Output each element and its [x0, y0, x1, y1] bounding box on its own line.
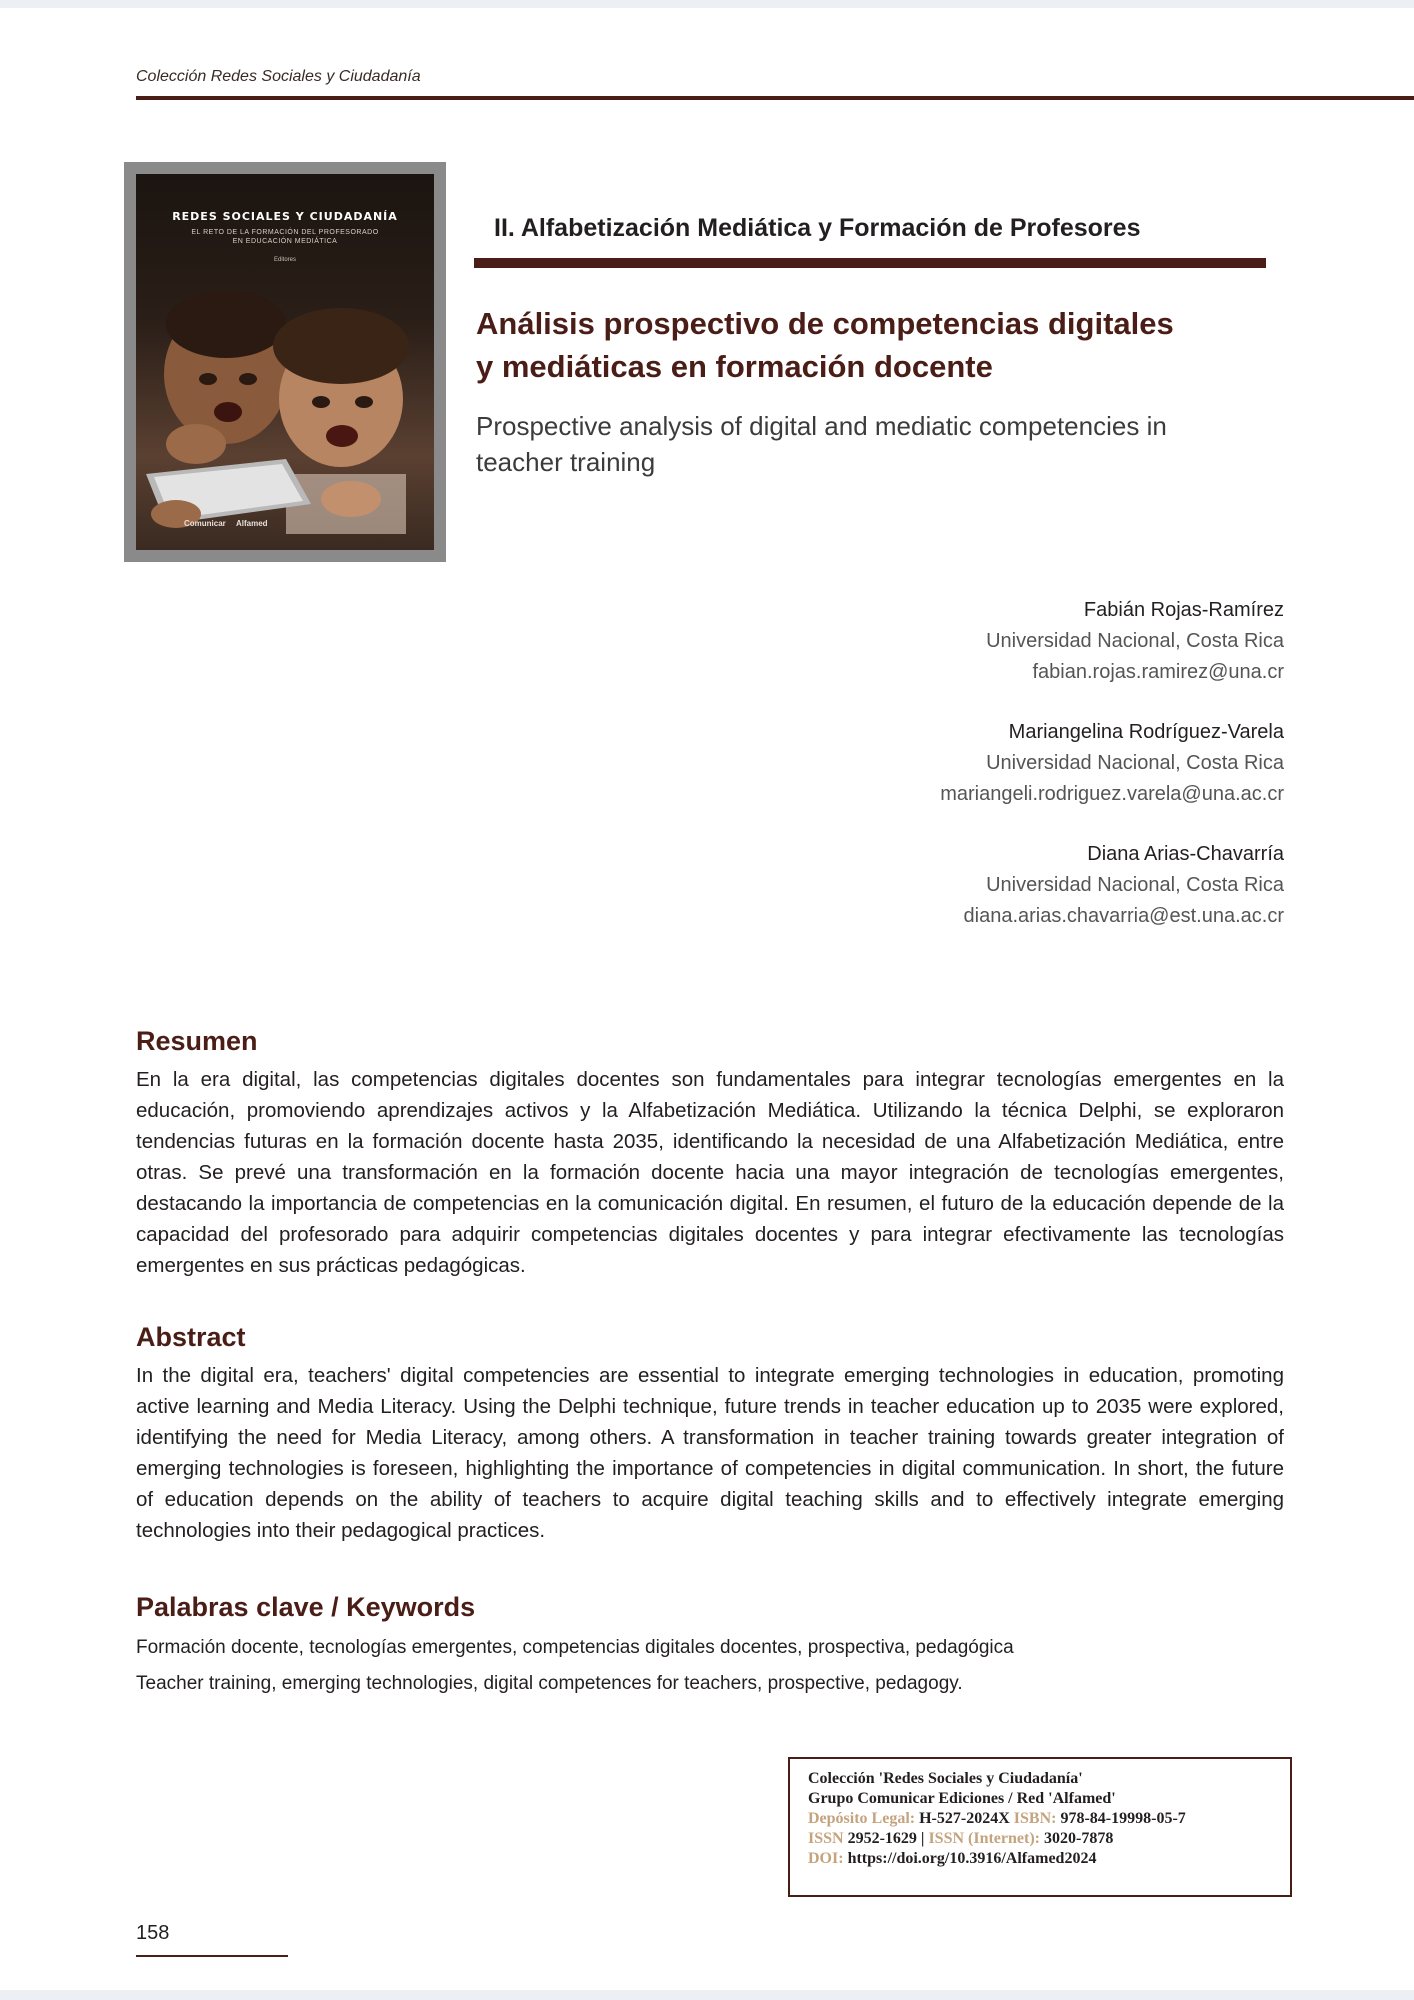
cover-editors: Editores [273, 257, 296, 263]
keywords-section [136, 1590, 1284, 1702]
section-label: II. Alfabetización Mediática y Formación de Profesores [494, 214, 1141, 242]
title-english-line: Prospective analysis of digital and mediatic competencies in [476, 411, 1167, 441]
deposito-value: H-527-2024X [919, 1810, 1010, 1827]
resumen-text: En la era digital, las competencias digitales docentes son fundamentales para integrar tecnologías emergentes en la educación, promoviendo aprendizajes activos y la Alfabetización Mediática. Utilizando la técnica Delphi, se exploraron tendencias futuras en la formación docente hasta 2035, identificando la necesidad de una Alfabetización Mediática, entre otras. Se prevé una transformación en la formación docente hacia una mayor integración de tecnologías emergentes, destacando la importancia de competencias en la comunicación digital. En resumen, el futuro de la educación depende de la capacidad del profesorado para adquirir competencias digitales docentes y para integrar efectivamente las tecnologías emergentes en sus prácticas pedagógicas. [136, 1068, 1284, 1277]
deposito-isbn-line [808, 1809, 1272, 1829]
doi-link[interactable]: https://doi.org/10.3916/Alfamed2024 [847, 1850, 1097, 1867]
section-rule [474, 258, 1266, 268]
keywords-heading: Palabras clave / Keywords [136, 1592, 476, 1622]
title-english-line: teacher training [476, 447, 656, 477]
author-affiliation: Universidad Nacional, Costa Rica [986, 752, 1284, 774]
cover-subtitle-line: EN EDUCACIÓN MEDIÁTICA [232, 238, 338, 245]
book-cover [124, 162, 446, 562]
cover-logo-alfamed: Alfamed [236, 519, 268, 528]
author-affiliation: Universidad Nacional, Costa Rica [986, 630, 1284, 652]
issn-line [808, 1829, 1272, 1849]
issn-separator: | [920, 1830, 925, 1847]
bottom-frame [0, 1990, 1414, 2000]
issn-internet-value: 3020-7878 [1043, 1830, 1114, 1847]
deposito-label: Depósito Legal: [808, 1810, 916, 1827]
abstract-text: In the digital era, teachers' digital competencies are essential to integrate emerging technologies in education, promoting active learning and Media Literacy. Using the Delphi technique, future trends in teacher education up to 2035 were explored, identifying the need for Media Literacy, among others. A transformation in teacher training towards greater integration of emerging technologies is foreseen, highlighting the importance of competencies in digital communication. In short, the future of education depends on the ability of teachers to acquire digital teaching skills and to effectively integrate emerging technologies into their pedagogical practices. [136, 1364, 1284, 1542]
author-list [684, 595, 1284, 961]
cover-subtitle-line: EL RETO DE LA FORMACIÓN DEL PROFESORADO [191, 229, 379, 236]
author-email[interactable]: mariangeli.rodriguez.varela@una.ac.cr [940, 783, 1284, 805]
cover-image [136, 174, 434, 550]
issn-label: ISSN [808, 1830, 844, 1847]
resumen-heading: Resumen [136, 1026, 258, 1056]
title-spanish [476, 302, 1256, 388]
author-email[interactable]: diana.arias.chavarria@est.una.ac.cr [963, 905, 1284, 927]
author-entry [684, 717, 1284, 810]
cover-title: REDES SOCIALES Y CIUDADANÍA [172, 210, 398, 223]
author-email[interactable]: fabian.rojas.ramirez@una.cr [1032, 661, 1284, 683]
issn-value: 2952-1629 [847, 1830, 917, 1847]
top-frame [0, 0, 1414, 8]
author-name: Mariangelina Rodríguez-Varela [1008, 721, 1284, 743]
abstract-heading: Abstract [136, 1322, 246, 1352]
author-entry [684, 595, 1284, 688]
author-name: Fabián Rojas-Ramírez [1083, 599, 1284, 621]
cover-logo-comunicar: Comunicar [184, 519, 226, 528]
collection-info-box [788, 1757, 1292, 1897]
cover-subtitle [156, 228, 414, 246]
collection-name: Colección 'Redes Sociales y Ciudadanía' [808, 1770, 1083, 1787]
title-spanish-line: Análisis prospectivo de competencias digitales [476, 306, 1174, 341]
doi-line [808, 1849, 1272, 1869]
doi-label: DOI: [808, 1850, 844, 1867]
page-number-rule [136, 1955, 288, 1957]
title-spanish-line: y mediáticas en formación docente [476, 349, 993, 384]
title-english [476, 408, 1256, 480]
page-number: 158 [136, 1922, 170, 1944]
resumen-section [136, 1024, 1284, 1281]
running-head: Colección Redes Sociales y Ciudadanía [136, 68, 421, 85]
isbn-label: ISBN: [1013, 1810, 1057, 1827]
author-entry [684, 839, 1284, 932]
author-affiliation: Universidad Nacional, Costa Rica [986, 874, 1284, 896]
isbn-value: 978-84-19998-05-7 [1060, 1810, 1186, 1827]
abstract-section [136, 1320, 1284, 1546]
issn-internet-label: ISSN (Internet): [928, 1830, 1040, 1847]
publisher-line: Grupo Comunicar Ediciones / Red 'Alfamed' [808, 1790, 1116, 1807]
header-rule [136, 96, 1414, 100]
keywords-english: Teacher training, emerging technologies, digital competences for teachers, prospective, pedagogy. [136, 1673, 963, 1694]
author-name: Diana Arias-Chavarría [1087, 843, 1284, 865]
keywords-spanish: Formación docente, tecnologías emergentes, competencias digitales docentes, prospectiva, pedagógica [136, 1637, 1014, 1658]
